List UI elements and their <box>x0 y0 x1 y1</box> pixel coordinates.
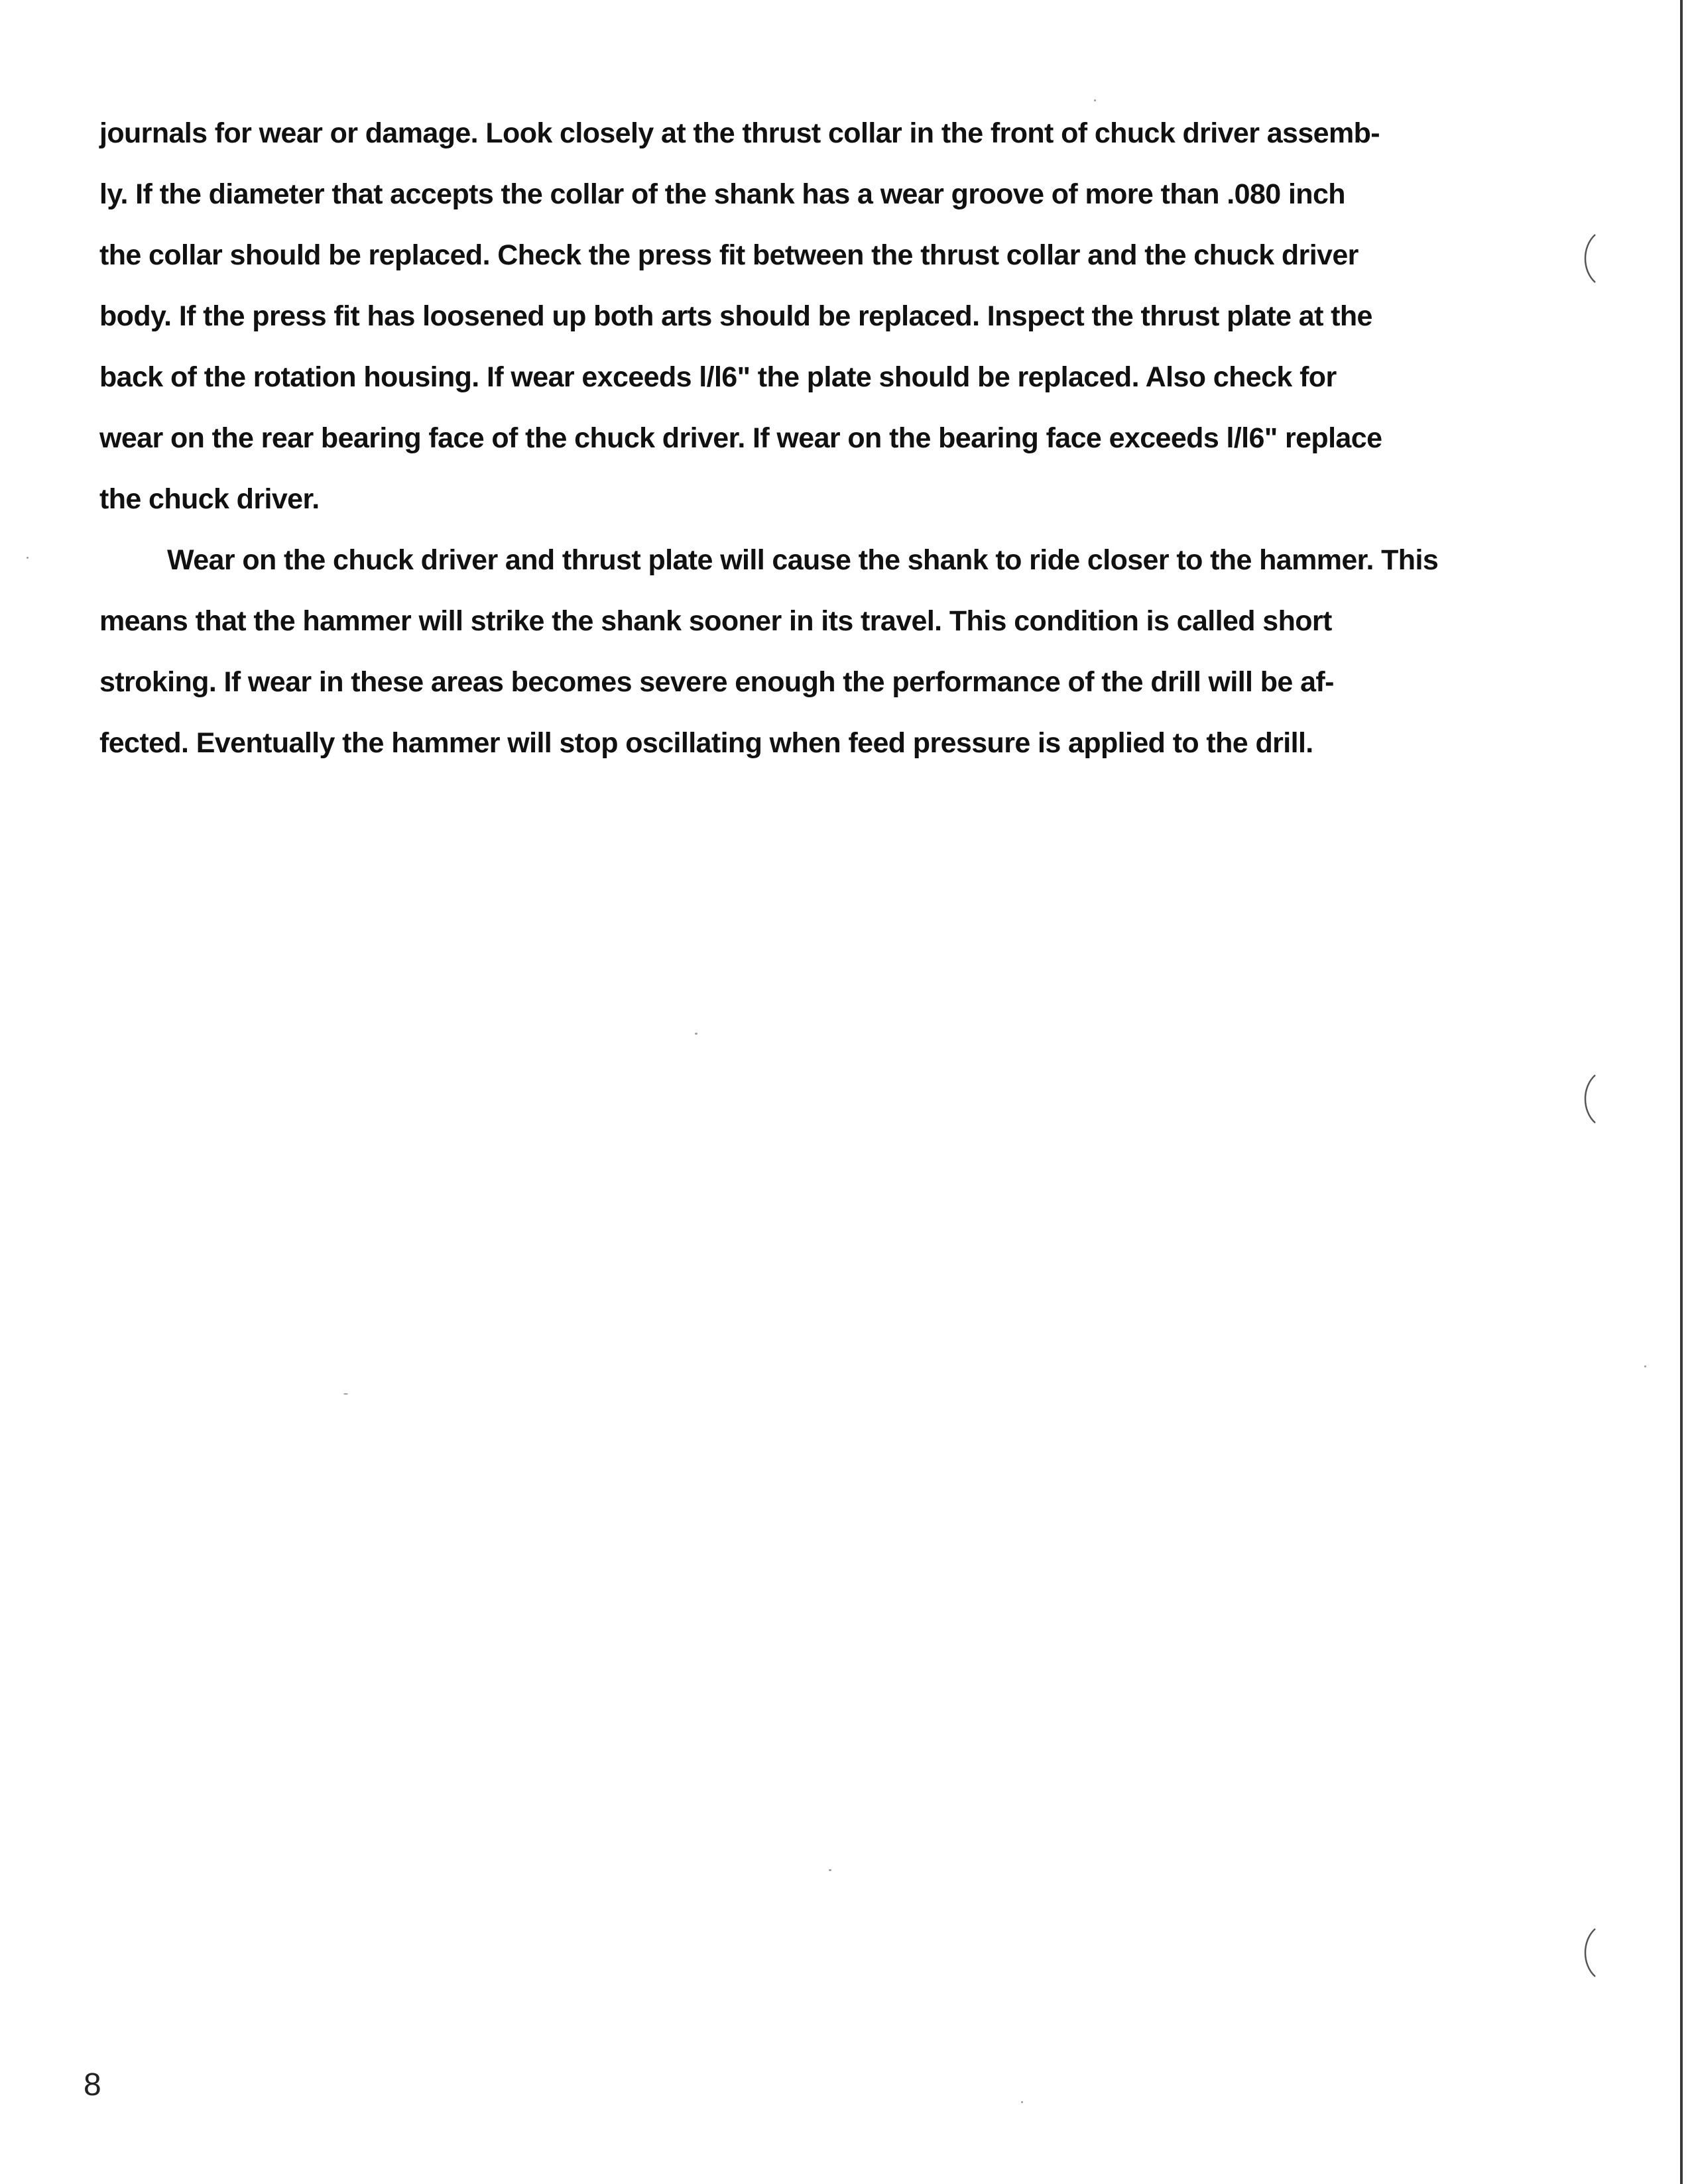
binder-hole-mark-top <box>1579 233 1598 284</box>
body-text <box>99 103 1485 774</box>
scan-speckle <box>695 1033 697 1035</box>
paragraph-2-line-3: stroking. If wear in these areas becomes severe enough the performance of the drill will be af- <box>99 666 1334 698</box>
scan-speckle <box>1021 2101 1023 2103</box>
paragraph-1-line-2: ly. If the diameter that accepts the collar of the shank has a wear groove of more than .080 inch <box>99 178 1345 210</box>
paragraph-2-line-1: Wear on the chuck driver and thrust plate will cause the shank to ride closer to the hammer. This <box>167 544 1439 576</box>
scan-speckle <box>343 1393 348 1395</box>
paragraph-1-line-3: the collar should be replaced. Check the press fit between the thrust collar and the chuck driver <box>99 239 1359 271</box>
page-edge-line <box>1680 0 1683 2184</box>
scan-speckle <box>1094 99 1096 101</box>
paragraph-1-line-6: wear on the rear bearing face of the chuck driver. If wear on the bearing face exceeds l/l6" replace <box>99 422 1382 454</box>
scan-speckle <box>829 1869 831 1871</box>
paragraph-1-line-7: the chuck driver. <box>99 483 320 515</box>
paragraph-2-line-2: means that the hammer will strike the shank sooner in its travel. This condition is called short <box>99 605 1332 637</box>
binder-hole-mark-middle <box>1579 1074 1598 1124</box>
paragraph-1-line-5: back of the rotation housing. If wear exceeds l/l6" the plate should be replaced. Also check for <box>99 361 1337 393</box>
binder-hole-mark-bottom <box>1579 1927 1598 1978</box>
page-number: 8 <box>84 2067 101 2102</box>
paragraph-1-line-4: body. If the press fit has loosened up both arts should be replaced. Inspect the thrust plate at the <box>99 300 1372 332</box>
scan-speckle <box>1644 1365 1646 1367</box>
paragraph-2-line-4: fected. Eventually the hammer will stop oscillating when feed pressure is applied to the drill. <box>99 727 1313 759</box>
paragraph-1-line-1: journals for wear or damage. Look closely at the thrust collar in the front of chuck driver assemb- <box>99 117 1380 149</box>
scan-speckle <box>27 557 29 559</box>
